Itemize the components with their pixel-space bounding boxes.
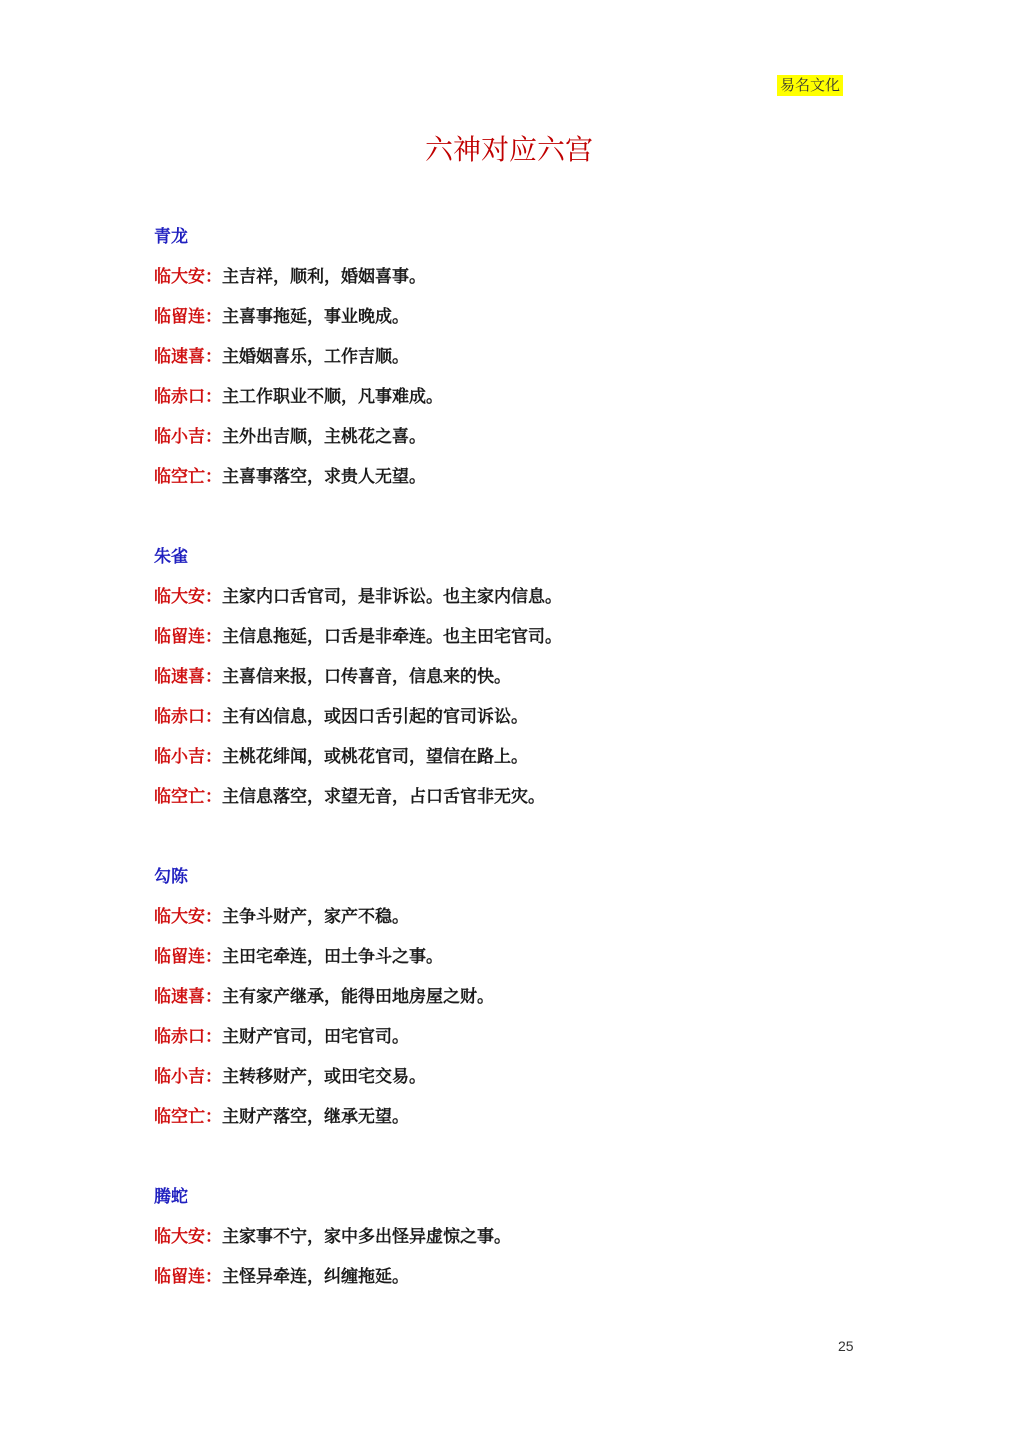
entry: [154, 377, 443, 417]
entry: [154, 337, 409, 377]
entry-text: 主有凶信息，或因口舌引起的官司诉讼。: [222, 707, 528, 727]
entry-text: 主财产官司，田宅官司。: [222, 1027, 409, 1047]
section-heading: 朱雀: [154, 547, 188, 567]
entry-label: 临空亡：: [154, 467, 222, 487]
entry-label: 临留连：: [154, 307, 222, 327]
page-title: 六神对应六宫: [424, 133, 593, 166]
entry: [154, 977, 494, 1017]
entry-label: 临赤口：: [154, 707, 222, 727]
header-tag: 易名文化: [777, 75, 843, 96]
entry-label: 临赤口：: [154, 1027, 222, 1047]
entry: [154, 1097, 409, 1137]
entry-label: 临大安：: [154, 267, 222, 287]
entry: [154, 257, 426, 297]
entry-label: 临速喜：: [154, 667, 222, 687]
entry: [154, 697, 528, 737]
entry-label: 临留连：: [154, 947, 222, 967]
entry-label: 临留连：: [154, 1267, 222, 1287]
entry-label: 临大安：: [154, 1227, 222, 1247]
entry: [154, 1057, 426, 1097]
entry-text: 主喜信来报，口传喜音，信息来的快。: [222, 667, 511, 687]
entry-text: 主信息落空，求望无音，占口舌官非无灾。: [222, 787, 545, 807]
entry-label: 临小吉：: [154, 427, 222, 447]
entry-label: 临大安：: [154, 907, 222, 927]
entry: [154, 1257, 409, 1297]
page-number: 25: [838, 1338, 854, 1354]
entry-label: 临空亡：: [154, 787, 222, 807]
entry: [154, 617, 562, 657]
entry-label: 临空亡：: [154, 1107, 222, 1127]
entry-label: 临留连：: [154, 627, 222, 647]
entry: [154, 417, 426, 457]
entry-text: 主外出吉顺，主桃花之喜。: [222, 427, 426, 447]
entry-text: 主怪异牵连，纠缠拖延。: [222, 1267, 409, 1287]
entry-label: 临速喜：: [154, 347, 222, 367]
entry-text: 主婚姻喜乐，工作吉顺。: [222, 347, 409, 367]
entry-label: 临速喜：: [154, 987, 222, 1007]
section-heading: 青龙: [154, 227, 188, 247]
entry: [154, 897, 409, 937]
entry-text: 主财产落空，继承无望。: [222, 1107, 409, 1127]
entry: [154, 777, 545, 817]
entry-text: 主争斗财产，家产不稳。: [222, 907, 409, 927]
section-heading: 腾蛇: [154, 1187, 188, 1207]
entry-text: 主信息拖延，口舌是非牵连。也主田宅官司。: [222, 627, 562, 647]
entry-text: 主桃花绯闻，或桃花官司，望信在路上。: [222, 747, 528, 767]
entry: [154, 937, 443, 977]
entry-text: 主喜事落空，求贵人无望。: [222, 467, 426, 487]
entry-label: 临小吉：: [154, 1067, 222, 1087]
entry: [154, 457, 426, 497]
entry: [154, 737, 528, 777]
entry-text: 主转移财产，或田宅交易。: [222, 1067, 426, 1087]
entry-text: 主喜事拖延，事业晚成。: [222, 307, 409, 327]
entry: [154, 1217, 511, 1257]
section-heading: 勾陈: [154, 867, 188, 887]
entry-text: 主田宅牵连，田土争斗之事。: [222, 947, 443, 967]
entry-text: 主家事不宁，家中多出怪异虚惊之事。: [222, 1227, 511, 1247]
entry-label: 临赤口：: [154, 387, 222, 407]
entry-label: 临大安：: [154, 587, 222, 607]
entry: [154, 577, 562, 617]
entry-text: 主工作职业不顺，凡事难成。: [222, 387, 443, 407]
entry-text: 主吉祥，顺利，婚姻喜事。: [222, 267, 426, 287]
entry-label: 临小吉：: [154, 747, 222, 767]
entry-text: 主有家产继承，能得田地房屋之财。: [222, 987, 494, 1007]
entry: [154, 297, 409, 337]
entry: [154, 657, 511, 697]
entry: [154, 1017, 409, 1057]
entry-text: 主家内口舌官司，是非诉讼。也主家内信息。: [222, 587, 562, 607]
